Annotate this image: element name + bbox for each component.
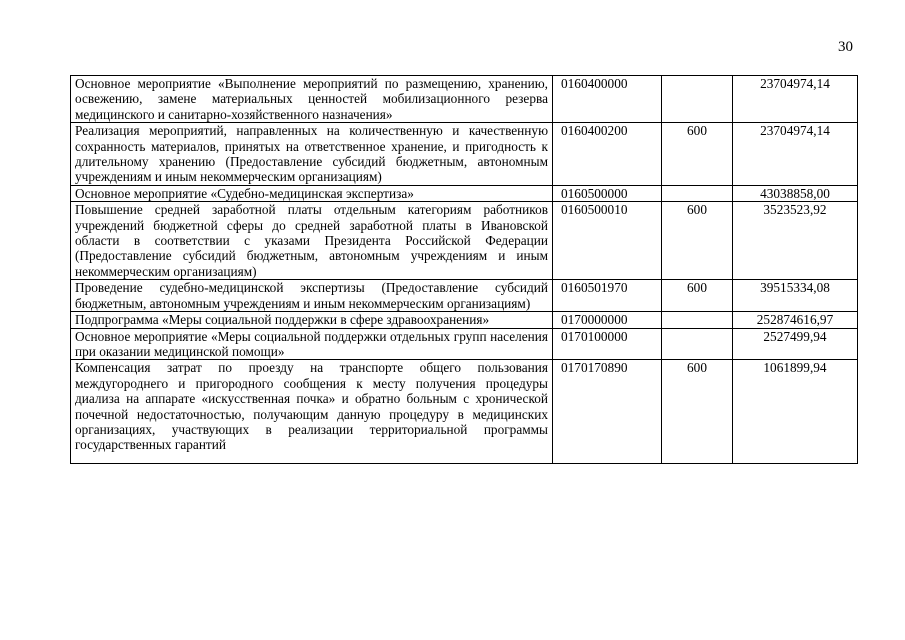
row-expense-type-cell: 600	[662, 202, 733, 280]
row-expense-type-cell: 600	[662, 123, 733, 186]
row-sum-cell: 2527499,94	[733, 328, 858, 360]
row-expense-type-cell	[662, 76, 733, 123]
row-name-cell: Реализация мероприятий, направленных на количественную и качественную сохранность материалов, принятых на ответственное хранение, и пригодность к длительному хранению (Предоставление субсидий бюджетным, автономным учреждениям и иным некоммерческим организациям)	[71, 123, 553, 186]
row-sum-cell: 39515334,08	[733, 280, 858, 312]
table-row	[71, 312, 858, 328]
page-number: 30	[838, 39, 853, 55]
table-row	[71, 185, 858, 201]
row-expense-type-cell	[662, 312, 733, 328]
row-sum-cell: 252874616,97	[733, 312, 858, 328]
row-name-cell: Компенсация затрат по проезду на транспорте общего пользования междугороднего и пригородного сообщения к месту получения процедуры диализа на аппарате «искусственная почка» и обратно больным с хронической почечной недостаточностью, получающим данную процедуру в медицинских организациях, участвующих в реализации территориальной программы государственных гарантий	[71, 360, 553, 464]
row-code-cell: 0170100000	[553, 328, 662, 360]
table-row	[71, 76, 858, 123]
row-expense-type-cell	[662, 185, 733, 201]
row-code-cell: 0160501970	[553, 280, 662, 312]
row-expense-type-cell	[662, 328, 733, 360]
row-name-cell: Основное мероприятие «Меры социальной поддержки отдельных групп населения при оказании медицинской помощи»	[71, 328, 553, 360]
row-code-cell: 0160400000	[553, 76, 662, 123]
table-row	[71, 123, 858, 186]
row-code-cell: 0160500000	[553, 185, 662, 201]
row-sum-cell: 43038858,00	[733, 185, 858, 201]
row-name-cell: Повышение средней заработной платы отдельным категориям работников учреждений бюджетной сферы до средней заработной платы в Ивановской области в соответствии с указами Президента Российской Федерации (Предоставление субсидий бюджетным, автономным учреждениям и иным некоммерческим организациям)	[71, 202, 553, 280]
row-sum-cell: 1061899,94	[733, 360, 858, 464]
row-name-cell: Основное мероприятие «Выполнение мероприятий по размещению, хранению, освежению, замене материальных ценностей мобилизационного резерва медицинского и санитарно-хозяйственного назначения»	[71, 76, 553, 123]
row-name-cell: Основное мероприятие «Судебно-медицинская экспертиза»	[71, 185, 553, 201]
row-sum-cell: 3523523,92	[733, 202, 858, 280]
row-code-cell: 0160400200	[553, 123, 662, 186]
row-expense-type-cell: 600	[662, 360, 733, 464]
row-sum-cell: 23704974,14	[733, 76, 858, 123]
table-row	[71, 328, 858, 360]
row-name-cell: Проведение судебно-медицинской экспертизы (Предоставление субсидий бюджетным, автономным учреждениям и иным некоммерческим организациям)	[71, 280, 553, 312]
row-code-cell: 0170170890	[553, 360, 662, 464]
row-sum-cell: 23704974,14	[733, 123, 858, 186]
table-row	[71, 360, 858, 464]
row-expense-type-cell: 600	[662, 280, 733, 312]
row-name-cell: Подпрограмма «Меры социальной поддержки в сфере здравоохранения»	[71, 312, 553, 328]
table-row	[71, 280, 858, 312]
budget-table	[70, 75, 858, 464]
table-row	[71, 202, 858, 280]
row-code-cell: 0160500010	[553, 202, 662, 280]
row-code-cell: 0170000000	[553, 312, 662, 328]
